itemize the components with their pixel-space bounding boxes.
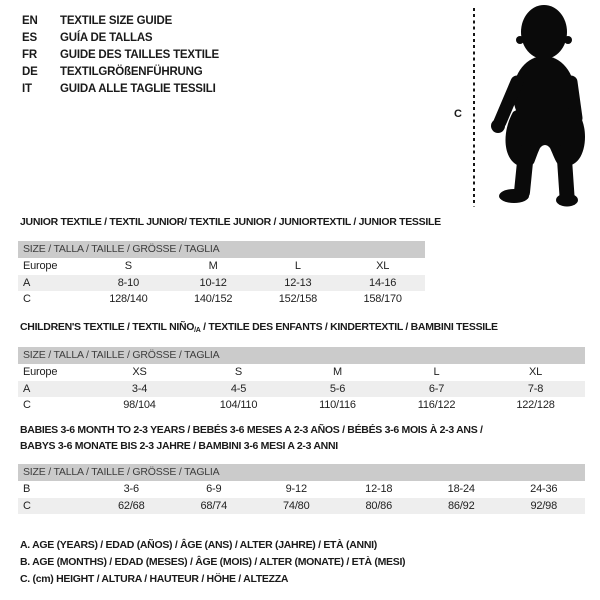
row-cell: 92/98: [530, 499, 558, 512]
note-height: C. (cm) HEIGHT / ALTURA / HAUTEUR / HÖHE / ALTEZZA: [20, 573, 289, 585]
language-code: FR: [22, 48, 37, 61]
row-cell: 110/116: [319, 399, 356, 412]
babies-section-title: [20, 423, 483, 454]
language-code: DE: [22, 65, 38, 78]
language-code: IT: [22, 82, 32, 95]
row-cell: 128/140: [109, 293, 148, 306]
row-cell: 80/86: [365, 499, 393, 512]
baby-silhouette: [487, 2, 593, 208]
children-size-table: [18, 347, 585, 414]
language-code: ES: [22, 31, 37, 44]
row-label: C: [23, 499, 31, 512]
row-cell: 24-36: [530, 483, 558, 496]
language-label: GUÍA DE TALLAS: [60, 31, 153, 44]
row-cell: 3-6: [123, 483, 139, 496]
size-header-bar: SIZE / TALLA / TAILLE / GRÖSSE / TAGLIA: [18, 347, 585, 364]
row-cell: XL: [528, 366, 543, 379]
row-cell: 158/170: [363, 293, 402, 306]
row-cell: 74/80: [282, 499, 310, 512]
table-row: [18, 498, 585, 515]
table-row: [18, 364, 585, 381]
language-label: TEXTILE SIZE GUIDE: [60, 14, 173, 27]
row-cell: S: [234, 366, 243, 379]
row-cell: 12-18: [365, 483, 393, 496]
children-title-sub: /A: [194, 327, 201, 334]
row-cell: 6-9: [206, 483, 222, 496]
language-row: [22, 29, 219, 46]
babies-size-table: [18, 464, 585, 514]
row-cell: 62/68: [117, 499, 145, 512]
language-row: [22, 46, 219, 63]
row-cell: 10-12: [199, 276, 227, 289]
row-cell: L: [294, 260, 301, 273]
table-row: [18, 258, 425, 275]
note-age-years: A. AGE (YEARS) / EDAD (AÑOS) / ÂGE (ANS) / ALTER (JAHRE) / ETÀ (ANNI): [20, 539, 377, 551]
row-cell: 5-6: [329, 382, 346, 395]
junior-section-title: JUNIOR TEXTILE / TEXTIL JUNIOR/ TEXTILE JUNIOR / JUNIORTEXTIL / JUNIOR TESSILE: [20, 216, 441, 228]
row-label: C: [23, 293, 31, 306]
language-code: EN: [22, 14, 38, 27]
language-label: GUIDA ALLE TAGLIE TESSILI: [60, 82, 216, 95]
size-header-bar: SIZE / TALLA / TAILLE / GRÖSSE / TAGLIA: [18, 241, 425, 258]
row-cell: 152/158: [278, 293, 318, 306]
row-cell: 6-7: [428, 382, 445, 395]
row-cell: 7-8: [527, 382, 544, 395]
children-title-pre: CHILDREN'S TEXTILE / TEXTIL NIÑO: [20, 321, 195, 333]
row-cell: 68/74: [200, 499, 228, 512]
row-label: Europe: [23, 366, 58, 379]
row-cell: 14-16: [369, 276, 397, 289]
row-cell: 9-12: [285, 483, 307, 496]
language-row: [22, 12, 219, 29]
row-label: C: [23, 399, 31, 412]
language-label: GUIDE DES TAILLES TEXTILE: [60, 48, 219, 61]
table-row: [18, 481, 585, 498]
children-section-title: [20, 320, 498, 339]
size-header-bar: SIZE / TALLA / TAILLE / GRÖSSE / TAGLIA: [18, 464, 585, 481]
row-cell: 98/104: [123, 399, 156, 412]
row-label: A: [23, 382, 31, 395]
row-cell: 3-4: [131, 382, 148, 395]
babies-title-line1: BABIES 3-6 MONTH TO 2-3 YEARS / BEBÉS 3-6 MESES A 2-3 AÑOS / BÉBÉS 3-6 MOIS À 2-3 ANS /: [20, 424, 483, 436]
language-row: [22, 63, 219, 80]
row-cell: XL: [376, 260, 390, 273]
language-label: TEXTILGRÖßENFÜHRUNG: [60, 65, 203, 78]
row-cell: 18-24: [447, 483, 475, 496]
row-cell: XS: [132, 366, 147, 379]
row-cell: 4-5: [230, 382, 247, 395]
row-cell: 8-10: [117, 276, 139, 289]
row-cell: 122/128: [516, 399, 555, 412]
legend-notes: [20, 537, 405, 588]
row-cell: L: [433, 366, 440, 379]
row-cell: 104/110: [219, 399, 258, 412]
table-row: [18, 291, 425, 308]
table-row: [18, 381, 585, 398]
junior-size-table: [18, 241, 425, 308]
row-cell: M: [333, 366, 342, 379]
height-dotted-line: [473, 8, 475, 207]
height-measure-label: C: [454, 108, 462, 120]
babies-title-line2: BABYS 3-6 MONATE BIS 2-3 JAHRE / BAMBINI 3-6 MESI A 2-3 ANNI: [20, 439, 338, 452]
row-label: Europe: [23, 260, 58, 273]
row-cell: M: [208, 260, 218, 273]
row-cell: 116/122: [417, 399, 456, 412]
language-header: [22, 12, 219, 97]
language-row: [22, 80, 219, 97]
row-cell: 86/92: [447, 499, 475, 512]
table-row: [18, 275, 425, 292]
row-cell: 140/152: [193, 293, 233, 306]
table-row: [18, 397, 585, 414]
children-title-post: / TEXTILE DES ENFANTS / KINDERTEXTIL / BAMBINI TESSILE: [200, 321, 498, 333]
row-cell: 12-13: [284, 276, 312, 289]
row-label: B: [23, 483, 31, 496]
row-label: A: [23, 276, 31, 289]
note-age-months: B. AGE (MONTHS) / EDAD (MESES) / ÂGE (MOIS) / ALTER (MONATE) / ETÀ (MESI): [20, 556, 406, 568]
row-cell: S: [124, 260, 132, 273]
